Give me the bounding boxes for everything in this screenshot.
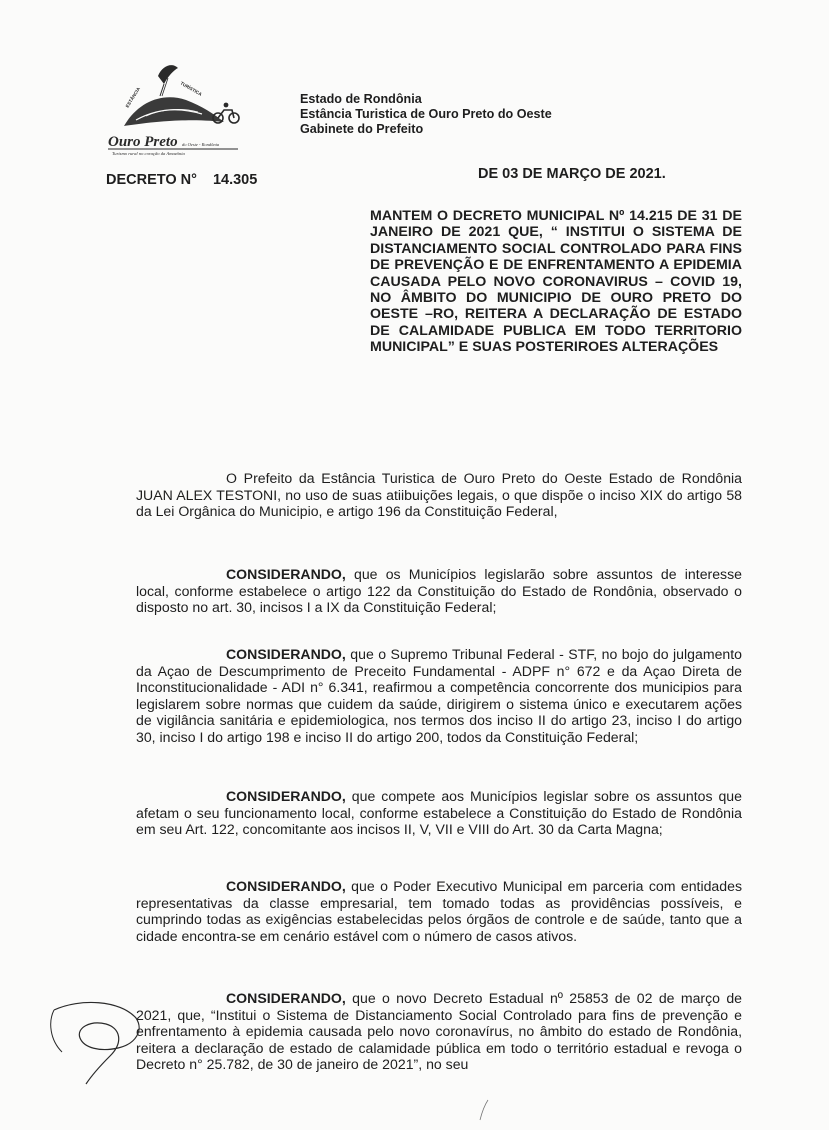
logo-tagline: Turismo rural no coração da Amazônia bbox=[112, 151, 185, 156]
letterhead-state: Estado de Rondônia bbox=[300, 92, 422, 106]
logo-arc-left: ESTÂNCIA bbox=[124, 86, 142, 109]
paragraph-text: que o Supremo Tribunal Federal - STF, no bojo do julgamento da Açao de Descumprimento de Preceito Fundamental - ADPF n° 672 e da Açao Direta de Inconstitucionalidade - ADI n° 6.341, reafirmou a competência concorrente dos municipios para legislarem sobre normas que cuidem da saúde, dirigirem o sistema único e executarem ações de vigilância sanitária e epidemiologica, nos termos dos inciso II do artigo 23, inciso I do artigo 30, inciso I do artigo 198 e inciso II do artigo 200, todos da Constituição Federal; bbox=[136, 646, 742, 745]
paragraph-lead: CONSIDERANDO, bbox=[226, 990, 346, 1006]
paragraph-lead: CONSIDERANDO, bbox=[226, 788, 346, 804]
letterhead-office: Gabinete do Prefeito bbox=[300, 122, 424, 136]
letterhead-municipality: Estância Turistica de Ouro Preto do Oeste bbox=[300, 107, 552, 121]
paragraph-lead: CONSIDERANDO, bbox=[226, 646, 346, 662]
whereas-paragraph bbox=[136, 646, 742, 746]
logo-graphic bbox=[106, 62, 246, 162]
whereas-paragraph bbox=[136, 990, 742, 1073]
handwritten-initial-icon bbox=[40, 992, 150, 1087]
logo-wordmark: Ouro Preto bbox=[108, 134, 178, 150]
decree-number-value: 14.305 bbox=[212, 172, 258, 188]
decree-summary: MANTEM O DECRETO MUNICIPAL Nº 14.215 DE 31 DE JANEIRO DE 2021 QUE, “ INSTITUI O SISTEMA DE DISTANCIAMENTO SOCIAL CONTROLADO PARA FINS DE PREVENÇÃO E DE ENFRENTAMENTO A EPIDEMIA CAUSADA PELO NOVO CORONAVIRUS – COVID 19, NO ÂMBITO DO MUNICIPIO DE OURO PRETO DO OESTE –RO, REITERA A DECLARAÇÃO DE ESTADO DE CALAMIDADE PUBLICA EM TODO TERRITORIO MUNICIPAL” E SUAS POSTERIROES ALTERAÇÕES bbox=[370, 208, 742, 356]
letterhead bbox=[300, 92, 552, 137]
paragraph-lead: CONSIDERANDO, bbox=[226, 878, 346, 894]
whereas-paragraph bbox=[136, 566, 742, 616]
paragraph-text: que os Municípios legislarão sobre assuntos de interesse local, conforme estabelece o artigo 122 da Constituição do Estado de Rondônia, observado o disposto no art. 30, incisos I a IX da Constituição Federal; bbox=[136, 566, 742, 616]
paragraph-text: O Prefeito da Estância Turistica de Ouro Preto do Oeste Estado de Rondônia JUAN ALEX TESTONI, no uso de suas atiibuições legais, o que dispõe o inciso XIX do artigo 58 da Lei Orgânica do Municipio, e artigo 196 da Constituição Federal, bbox=[136, 470, 742, 520]
decree-label: DECRETO N° bbox=[106, 172, 197, 188]
paragraph-text: que o novo Decreto Estadual nº 25853 de 02 de março de 2021, que, “Institui o Sistema de Distanciamento Social Controlado para fins de prevenção e enfrentamento à epidemia causada pelo novo coronavírus, no âmbito do estado de Rondônia, reitera a declaração de estado de calamidade pública em todo o território estadual e revoga o Decreto n° 25.782, de 30 de janeiro de 2021”, no seu bbox=[136, 990, 742, 1073]
whereas-paragraph bbox=[136, 788, 742, 838]
logo-wordmark-suffix: do Oeste - Rondônia bbox=[182, 142, 220, 147]
preamble-paragraph bbox=[136, 470, 742, 520]
decree-number bbox=[106, 172, 257, 188]
logo-arc-right: TURÍSTICA bbox=[179, 80, 203, 97]
municipal-logo-icon bbox=[106, 62, 246, 162]
decree-date: DE 03 DE MARÇO DE 2021. bbox=[478, 166, 666, 182]
paragraph-text: que o Poder Executivo Municipal em parceria com entidades representativas da classe empresarial, tem tomado todas as providências possíveis, e cumprindo todas as exigências estabelecidas pelos órgãos de controle e de saúde, tanto que a cidade encontra-se em cenário estável com o número de casos ativos. bbox=[136, 878, 742, 944]
paragraph-text: que compete aos Municípios legislar sobre os assuntos que afetam o seu funcionamento local, conforme estabelece a Constituição do Estado de Rondônia em seu Art. 122, concomitante aos incisos II, V, VII e VIII do Art. 30 da Carta Magna; bbox=[136, 788, 742, 838]
pen-stroke-icon bbox=[474, 1098, 494, 1122]
whereas-paragraph bbox=[136, 878, 742, 944]
paragraph-lead: CONSIDERANDO, bbox=[226, 566, 346, 582]
